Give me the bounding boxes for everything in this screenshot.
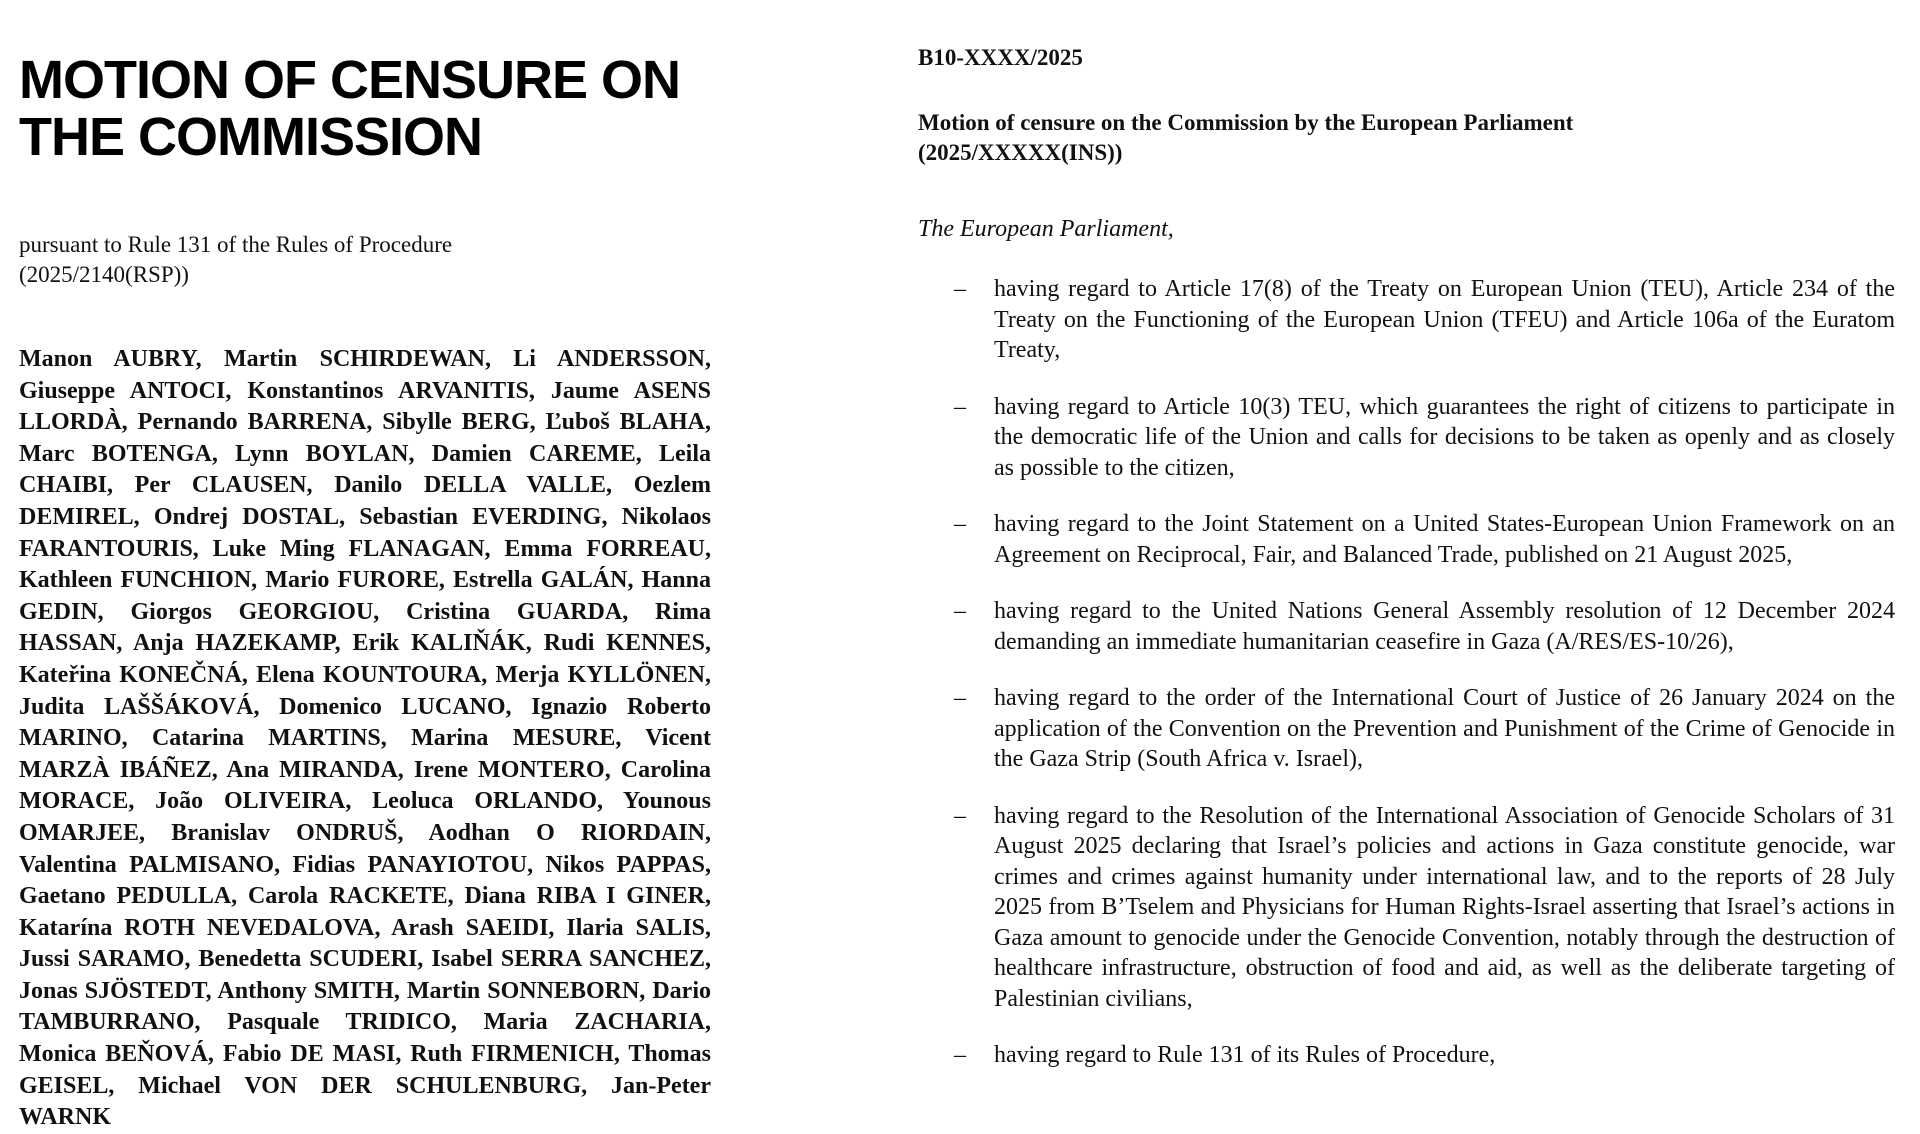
citation-item	[918, 596, 1895, 657]
en-dash-marker: –	[954, 511, 966, 537]
citation-item	[918, 274, 1895, 366]
citation-item	[918, 801, 1895, 1015]
en-dash-marker: –	[954, 598, 966, 624]
en-dash-marker: –	[954, 393, 966, 420]
citations-list	[918, 274, 1895, 1071]
procedure-reference	[19, 230, 711, 290]
citation-text: having regard to the order of the International Court of Justice of 26 January 2024 on the application of the Convention on the Prevention and Punishment of the Crime of Genocide in the Gaza Strip (South Africa v. Israel),	[994, 685, 1895, 772]
citation-text: having regard to Rule 131 of its Rules of Procedure,	[994, 1042, 1496, 1068]
citation-item	[918, 683, 1895, 775]
en-dash-marker: –	[954, 276, 966, 302]
motion-heading	[918, 108, 1895, 168]
signatories-list: Manon AUBRY, Martin SCHIRDEWAN, Li ANDERSSON, Giuseppe ANTOCI, Konstantinos ARVANITIS, Jaume ASENS LLORDÀ, Pernando BARRENA, Sibylle BERG, Ľuboš BLAHA, Marc BOTENGA, Lynn BOYLAN, Damien CAREME, Leila CHAIBI, Per CLAUSEN, Danilo DELLA VALLE, Oezlem DEMIREL, Ondrej DOSTAL, Sebastian EVERDING, Nikolaos FARANTOURIS, Luke Ming FLANAGAN, Emma FORREAU, Kathleen FUNCHION, Mario FURORE, Estrella GALÁN, Hanna GEDIN, Giorgos GEORGIOU, Cristina GUARDA, Rima HASSAN, Anja HAZEKAMP, Erik KALIŇÁK, Rudi KENNES, Kateřina KONEČNÁ, Elena KOUNTOURA, Merja KYLLÖNEN, Judita LAŠŠÁKOVÁ, Domenico LUCANO, Ignazio Roberto MARINO, Catarina MARTINS, Marina MESURE, Vicent MARZÀ IBÁÑEZ, Ana MIRANDA, Irene MONTERO, Carolina MORACE, João OLIVEIRA, Leoluca ORLANDO, Younous OMARJEE, Branislav ONDRUŠ, Aodhan O RIORDAIN, Valentina PALMISANO, Fidias PANAYIOTOU, Nikos PAPPAS, Gaetano PEDULLA, Carola RACKETE, Diana RIBA I GINER, Katarína ROTH NEVEDALOVA, Arash SAEIDI, Ilaria SALIS, Jussi SARAMO, Benedetta SCUDERI, Isabel SERRA SANCHEZ, Jonas SJÖSTEDT, Anthony SMITH, Martin SONNEBORN, Dario TAMBURRANO, Pasquale TRIDICO, Maria ZACHARIA, Monica BEŇOVÁ, Fabio DE MASI, Ruth FIRMENICH, Thomas GEISEL, Michael VON DER SCHULENBURG, Jan-Peter WARNK	[19, 346, 711, 1131]
en-dash-marker: –	[954, 685, 966, 711]
citation-text: having regard to Article 10(3) TEU, which guarantees the right of citizens to participate in the democratic life of the Union and calls for decisions to be taken as openly and as closely as possible to the citizen,	[994, 393, 1895, 481]
en-dash-marker: –	[954, 802, 966, 829]
procedure-reference-line-1: pursuant to Rule 131 of the Rules of Procedure	[19, 232, 453, 257]
motion-heading-line-2: (2025/XXXXX(INS))	[918, 140, 1123, 165]
document-reference-number: B10-XXXX/2025	[918, 45, 1083, 70]
citation-item	[918, 392, 1895, 484]
citation-text: having regard to the United Nations General Assembly resolution of 12 December 2024 demanding an immediate humanitarian ceasefire in Gaza (A/RES/ES-10/26),	[994, 598, 1895, 655]
procedure-reference-line-2: (2025/2140(RSP))	[19, 262, 189, 287]
citation-text: having regard to the Resolution of the International Association of Genocide Scholars of 31 August 2025 declaring that Israel’s policies and actions in Gaza constitute genocide, war crimes and crimes against humanity under international law, and to the reports of 28 July 2025 from B’Tselem and Physicians for Human Rights-Israel asserting that Israel’s actions in Gaza amount to genocide under the Genocide Convention, notably through the destruction of healthcare infrastructure, obstruction of food and aid, as well as the deliberate targeting of Palestinian civilians,	[994, 802, 1895, 1012]
right-page	[918, 0, 1895, 1097]
citation-text: having regard to Article 17(8) of the Treaty on European Union (TEU), Article 234 of the Treaty on the Functioning of the European Union (TFEU) and Article 106a of the Euratom Treaty,	[994, 276, 1895, 363]
document-title: MOTION OF CENSURE ON THE COMMISSION	[19, 50, 681, 167]
citation-item	[918, 509, 1895, 570]
left-page	[19, 0, 711, 1134]
motion-heading-line-1: Motion of censure on the Commission by the European Parliament	[918, 110, 1574, 135]
citation-item	[918, 1040, 1895, 1071]
en-dash-marker: –	[954, 1042, 966, 1068]
intro-line: The European Parliament,	[918, 216, 1174, 242]
citation-text: having regard to the Joint Statement on a United States-European Union Framework on an Agreement on Reciprocal, Fair, and Balanced Trade, published on 21 August 2025,	[994, 511, 1895, 568]
